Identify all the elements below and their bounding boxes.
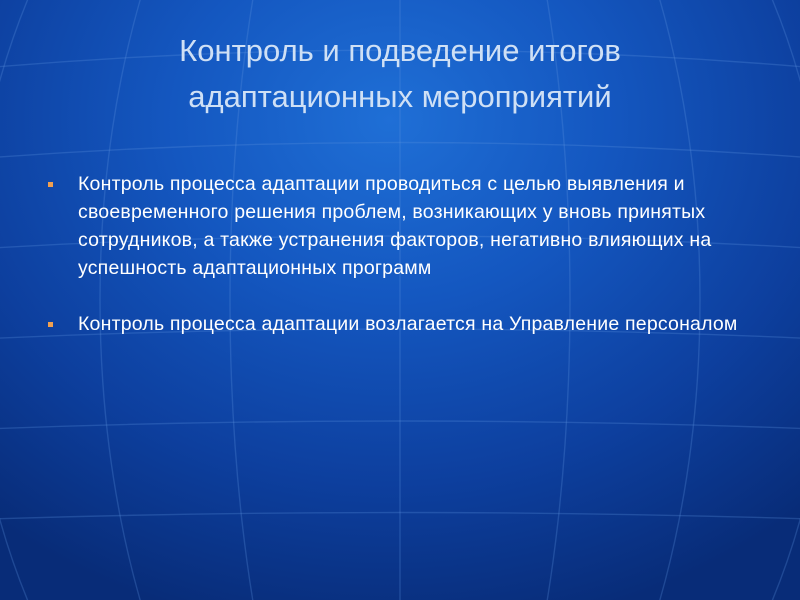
bullet-item [40, 170, 740, 282]
bullet-list [40, 170, 740, 366]
bullet-text: Контроль процесса адаптации проводиться с целью выявления и своевременного решения проблем, возникающих у вновь принятых сотрудников, а также устранения факторов, негативно влияющих на успешность адаптационных программ [78, 173, 712, 279]
slide-title-line-2: адаптационных мероприятий [188, 79, 612, 114]
square-bullet-icon [48, 322, 53, 327]
square-bullet-icon [48, 182, 53, 187]
slide-title-line-1: Контроль и подведение итогов [179, 33, 621, 68]
bullet-text: Контроль процесса адаптации возлагается на Управление персоналом [78, 313, 738, 335]
bullet-item [40, 310, 740, 338]
slide-title [60, 28, 740, 120]
